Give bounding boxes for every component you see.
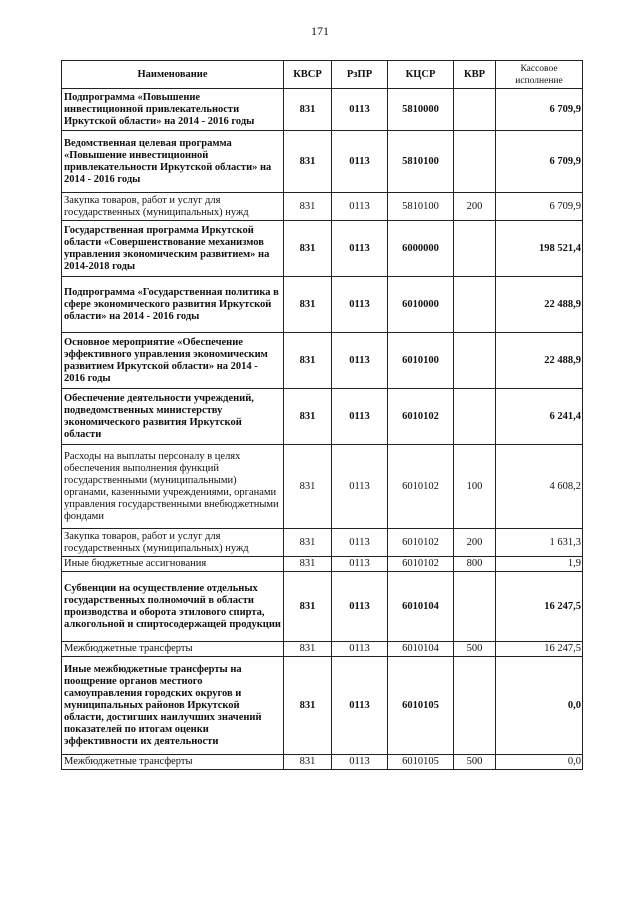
row-rzpr-cell: 0113 — [332, 221, 388, 277]
row-kvr-cell: 200 — [454, 193, 496, 221]
table-row — [62, 333, 583, 389]
header-name: Наименование — [62, 61, 284, 89]
row-kvsr-cell: 831 — [284, 131, 332, 193]
row-kvr-cell: 100 — [454, 445, 496, 529]
row-name-cell: Межбюджетные трансферты — [62, 755, 284, 770]
row-kcsr-cell: 6010102 — [388, 529, 454, 557]
row-amount-cell: 198 521,4 — [496, 221, 583, 277]
row-rzpr-cell: 0113 — [332, 89, 388, 131]
row-kcsr-cell: 6010105 — [388, 657, 454, 755]
row-kvsr-cell: 831 — [284, 221, 332, 277]
row-amount-cell: 1 631,3 — [496, 529, 583, 557]
row-kvr-cell — [454, 333, 496, 389]
row-kcsr-cell: 6010104 — [388, 642, 454, 657]
header-kvsr: КВСР — [284, 61, 332, 89]
row-rzpr-cell: 0113 — [332, 657, 388, 755]
row-name-cell: Ведомственная целевая программа «Повышение инвестиционной привлекательности Иркутской области» на 2014 - 2016 годы — [62, 131, 284, 193]
row-amount-cell: 6 709,9 — [496, 131, 583, 193]
row-rzpr-cell: 0113 — [332, 445, 388, 529]
row-amount-cell: 1,9 — [496, 557, 583, 572]
row-name-cell: Государственная программа Иркутской области «Совершенствование механизмов управления экономическим развитием» на 2014-2018 годы — [62, 221, 284, 277]
table-row — [62, 557, 583, 572]
row-rzpr-cell: 0113 — [332, 333, 388, 389]
row-kcsr-cell: 6010104 — [388, 572, 454, 642]
table-row — [62, 755, 583, 770]
row-rzpr-cell: 0113 — [332, 131, 388, 193]
row-kcsr-cell: 6010100 — [388, 333, 454, 389]
row-kvsr-cell: 831 — [284, 557, 332, 572]
row-kvsr-cell: 831 — [284, 657, 332, 755]
row-kvr-cell — [454, 572, 496, 642]
row-name-cell: Подпрограмма «Государственная политика в сфере экономического развития Иркутской области» на 2014 - 2016 годы — [62, 277, 284, 333]
row-kvsr-cell: 831 — [284, 572, 332, 642]
table-row — [62, 642, 583, 657]
row-rzpr-cell: 0113 — [332, 557, 388, 572]
row-amount-cell: 4 608,2 — [496, 445, 583, 529]
row-kcsr-cell: 6000000 — [388, 221, 454, 277]
row-kvsr-cell: 831 — [284, 445, 332, 529]
table-row — [62, 389, 583, 445]
row-rzpr-cell: 0113 — [332, 193, 388, 221]
row-name-cell: Основное мероприятие «Обеспечение эффективного управления экономическим развитием Иркутской области» на 2014 - 2016 годы — [62, 333, 284, 389]
row-name-cell: Межбюджетные трансферты — [62, 642, 284, 657]
row-kvr-cell: 200 — [454, 529, 496, 557]
row-amount-cell: 16 247,5 — [496, 572, 583, 642]
row-kvsr-cell: 831 — [284, 389, 332, 445]
row-kvsr-cell: 831 — [284, 193, 332, 221]
page-number: 171 — [311, 24, 329, 38]
table-row — [62, 221, 583, 277]
row-kvsr-cell: 831 — [284, 333, 332, 389]
row-kvr-cell — [454, 89, 496, 131]
row-kvr-cell — [454, 221, 496, 277]
table-row — [62, 131, 583, 193]
row-kcsr-cell: 5810100 — [388, 131, 454, 193]
row-rzpr-cell: 0113 — [332, 389, 388, 445]
table-body — [62, 89, 583, 770]
row-kcsr-cell: 6010102 — [388, 557, 454, 572]
row-rzpr-cell: 0113 — [332, 755, 388, 770]
table-row — [62, 193, 583, 221]
table-row — [62, 277, 583, 333]
row-amount-cell: 6 709,9 — [496, 89, 583, 131]
row-name-cell: Обеспечение деятельности учреждений, подведомственных министерству экономического развития Иркутской области — [62, 389, 284, 445]
row-name-cell: Иные бюджетные ассигнования — [62, 557, 284, 572]
row-rzpr-cell: 0113 — [332, 572, 388, 642]
row-name-cell: Субвенции на осуществление отдельных государственных полномочий в области производства и оборота этилового спирта, алкогольной и спиртосодержащей продукции — [62, 572, 284, 642]
row-amount-cell: 16 247,5 — [496, 642, 583, 657]
row-kvr-cell: 800 — [454, 557, 496, 572]
row-name-cell: Иные межбюджетные трансферты на поощрение органов местного самоуправления городских округов и муниципальных районов Иркутской области, достигших наилучших значений показателей по итогам оценки эффективности их деятельности — [62, 657, 284, 755]
row-name-cell: Расходы на выплаты персоналу в целях обеспечения выполнения функций государственными (муниципальными) органами, казенными учреждениями, органами управления государственными внебюджетными фондами — [62, 445, 284, 529]
header-kcsr: КЦСР — [388, 61, 454, 89]
row-kvr-cell — [454, 389, 496, 445]
row-name-cell: Закупка товаров, работ и услуг для государственных (муниципальных) нужд — [62, 529, 284, 557]
row-amount-cell: 0,0 — [496, 657, 583, 755]
row-kcsr-cell: 5810000 — [388, 89, 454, 131]
row-kvr-cell: 500 — [454, 755, 496, 770]
budget-execution-table — [61, 60, 583, 770]
row-kvr-cell — [454, 277, 496, 333]
table-row — [62, 445, 583, 529]
row-kcsr-cell: 6010102 — [388, 445, 454, 529]
row-amount-cell: 22 488,9 — [496, 333, 583, 389]
row-kcsr-cell: 6010000 — [388, 277, 454, 333]
table-row — [62, 529, 583, 557]
row-kcsr-cell: 5810100 — [388, 193, 454, 221]
row-amount-cell: 0,0 — [496, 755, 583, 770]
row-rzpr-cell: 0113 — [332, 642, 388, 657]
row-kvsr-cell: 831 — [284, 277, 332, 333]
row-rzpr-cell: 0113 — [332, 277, 388, 333]
header-rzpr: РзПР — [332, 61, 388, 89]
table-row — [62, 657, 583, 755]
row-kcsr-cell: 6010102 — [388, 389, 454, 445]
header-execution: Кассовое исполнение — [496, 61, 583, 89]
header-kvr: КВР — [454, 61, 496, 89]
row-kvsr-cell: 831 — [284, 529, 332, 557]
row-kvsr-cell: 831 — [284, 755, 332, 770]
row-name-cell: Закупка товаров, работ и услуг для государственных (муниципальных) нужд — [62, 193, 284, 221]
row-amount-cell: 22 488,9 — [496, 277, 583, 333]
table-row — [62, 572, 583, 642]
row-amount-cell: 6 709,9 — [496, 193, 583, 221]
row-name-cell: Подпрограмма «Повышение инвестиционной привлекательности Иркутской области» на 2014 - 2016 годы — [62, 89, 284, 131]
row-kcsr-cell: 6010105 — [388, 755, 454, 770]
row-kvr-cell — [454, 657, 496, 755]
row-kvsr-cell: 831 — [284, 89, 332, 131]
row-kvr-cell — [454, 131, 496, 193]
table-row — [62, 89, 583, 131]
row-kvsr-cell: 831 — [284, 642, 332, 657]
table-header-row — [62, 61, 583, 89]
row-amount-cell: 6 241,4 — [496, 389, 583, 445]
row-kvr-cell: 500 — [454, 642, 496, 657]
row-rzpr-cell: 0113 — [332, 529, 388, 557]
